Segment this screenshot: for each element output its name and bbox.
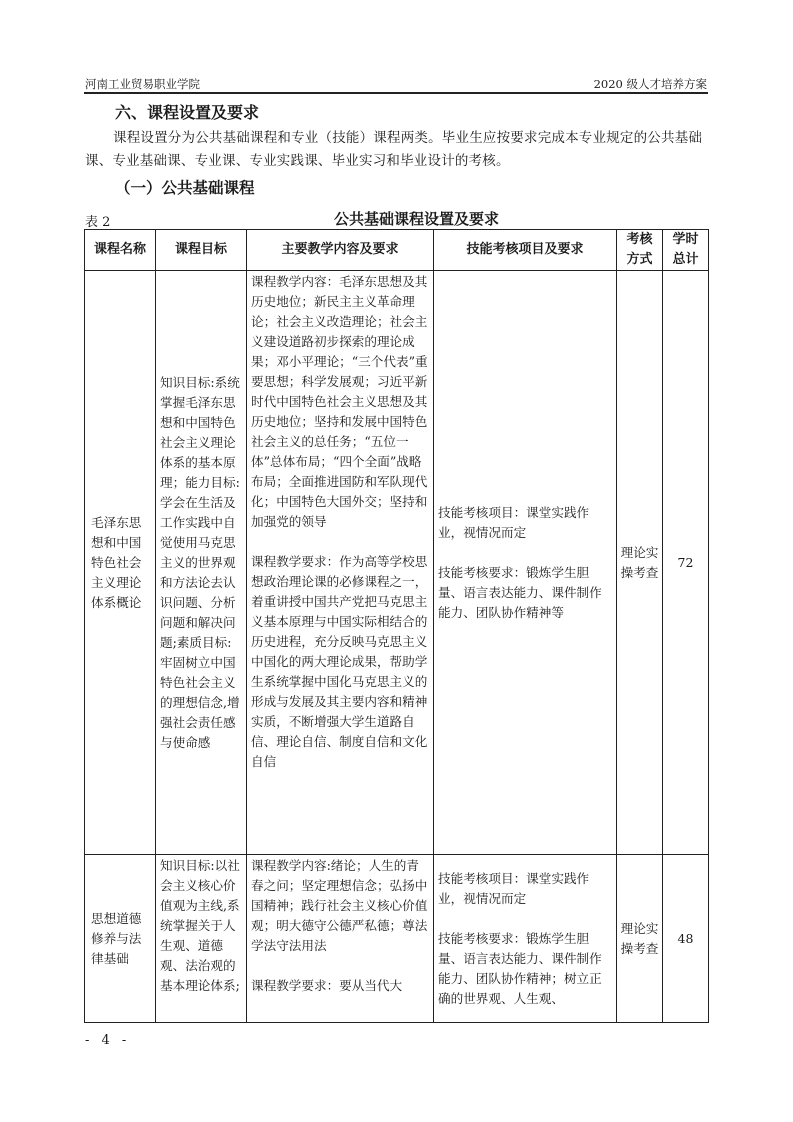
spacer bbox=[438, 543, 612, 563]
header-hours: 学时总计 bbox=[663, 230, 709, 271]
skill-items: 技能考核项目：课堂实践作业，视情况而定 bbox=[438, 504, 590, 540]
section-title: 六、课程设置及要求 bbox=[115, 103, 260, 122]
cell-hours: 72 bbox=[663, 271, 709, 855]
header-divider bbox=[84, 92, 708, 94]
content-teaching-requirements: 课程教学要求：要从当代大 bbox=[251, 978, 403, 993]
page-number: - 4 - bbox=[85, 1033, 131, 1048]
header-document-title: 2020 级人才培养方案 bbox=[593, 77, 707, 91]
header-content: 主要教学内容及要求 bbox=[247, 230, 434, 271]
cell-skill bbox=[434, 271, 617, 855]
content-teaching-requirements: 课程教学要求：作为高等学校思想政治理论课的必修课程之一，着重讲授中国共产党把马克思主义基本原理与中国实际相结合的历史进程，充分反映马克思主义中国化的两大理论成果，帮助学生系统掌握中国化马克思主义的形成与发展及其主要内容和精神实质，不断增强大学生道路自信、理论自信、制度自信和文化自信 bbox=[251, 554, 428, 769]
header-skill: 技能考核项目及要求 bbox=[434, 230, 617, 271]
header-course-goal: 课程目标 bbox=[156, 230, 247, 271]
spacer bbox=[251, 532, 429, 552]
cell-method: 理论实操考查 bbox=[617, 271, 663, 855]
course-table bbox=[84, 229, 709, 1023]
content-teaching-items: 课程教学内容：毛泽东思想及其历史地位；新民主主义革命理论；社会主义改造理论；社会主义建设道路初步探索的理论成果；邓小平理论；“三个代表”重要思想；科学发展观；习近平新时代中国特色社会主义思想及其历史地位；坚持和发展中国特色社会主义的总任务；“五位一体”总体布局；“四个全面”战略布局；全面推进国防和军队现代化；中国特色大国外交；坚持和加强党的领导 bbox=[251, 274, 428, 529]
cell-course-goal: 知识目标:系统掌握毛泽东思想和中国特色社会主义理论体系的基本原理；能力目标:学会在生活及工作实践中自觉使用马克思主义的世界观和方法论去认识问题、分析问题和解决问题;素质目标:牢固树立中国特色社会主义的理想信念,增强社会责任感与使命感 bbox=[156, 271, 247, 855]
table-caption: 公共基础课程设置及要求 bbox=[333, 210, 499, 228]
cell-course-name: 思想道德修养与法律基础 bbox=[85, 855, 156, 1023]
spacer bbox=[251, 956, 429, 976]
header-institution: 河南工业贸易职业学院 bbox=[85, 77, 200, 91]
cell-skill bbox=[434, 855, 617, 1023]
cell-content bbox=[247, 271, 434, 855]
skill-requirements: 技能考核要求：锻炼学生胆量、语言表达能力、课件制作能力、团队协作精神；树立正确的世界观、人生观、 bbox=[438, 930, 602, 1006]
cell-course-goal: 知识目标:以社会主义核心价值观为主线,系统掌握关于人生观、道德观、法治观的基本理论体系; bbox=[156, 855, 247, 1023]
skill-items: 技能考核项目：课堂实践作业，视情况而定 bbox=[438, 870, 590, 906]
table-row bbox=[85, 271, 709, 855]
header-course-name: 课程名称 bbox=[85, 230, 156, 271]
cell-content bbox=[247, 855, 434, 1023]
header-method: 考核方式 bbox=[617, 230, 663, 271]
table-row bbox=[85, 855, 709, 1023]
cell-method: 理论实操考查 bbox=[617, 855, 663, 1023]
spacer bbox=[438, 909, 612, 929]
content-teaching-items: 课程教学内容:绪论；人生的青春之问；坚定理想信念；弘扬中国精神；践行社会主义核心价值观；明大德守公德严私德；尊法学法守法用法 bbox=[251, 858, 428, 953]
table-header-row bbox=[85, 230, 709, 271]
section-paragraph: 课程设置分为公共基础课程和专业（技能）课程两类。毕业生应按要求完成本专业规定的公共基础课、专业基础课、专业课、专业实践课、毕业实习和毕业设计的考核。 bbox=[85, 130, 703, 169]
table-label: 表 2 bbox=[85, 215, 111, 230]
skill-requirements: 技能考核要求：锻炼学生胆量、语言表达能力、课件制作能力、团队协作精神等 bbox=[438, 564, 602, 620]
subsection-title: （一）公共基础课程 bbox=[115, 179, 255, 197]
cell-hours: 48 bbox=[663, 855, 709, 1023]
cell-course-name: 毛泽东思想和中国特色社会主义理论体系概论 bbox=[85, 271, 156, 855]
